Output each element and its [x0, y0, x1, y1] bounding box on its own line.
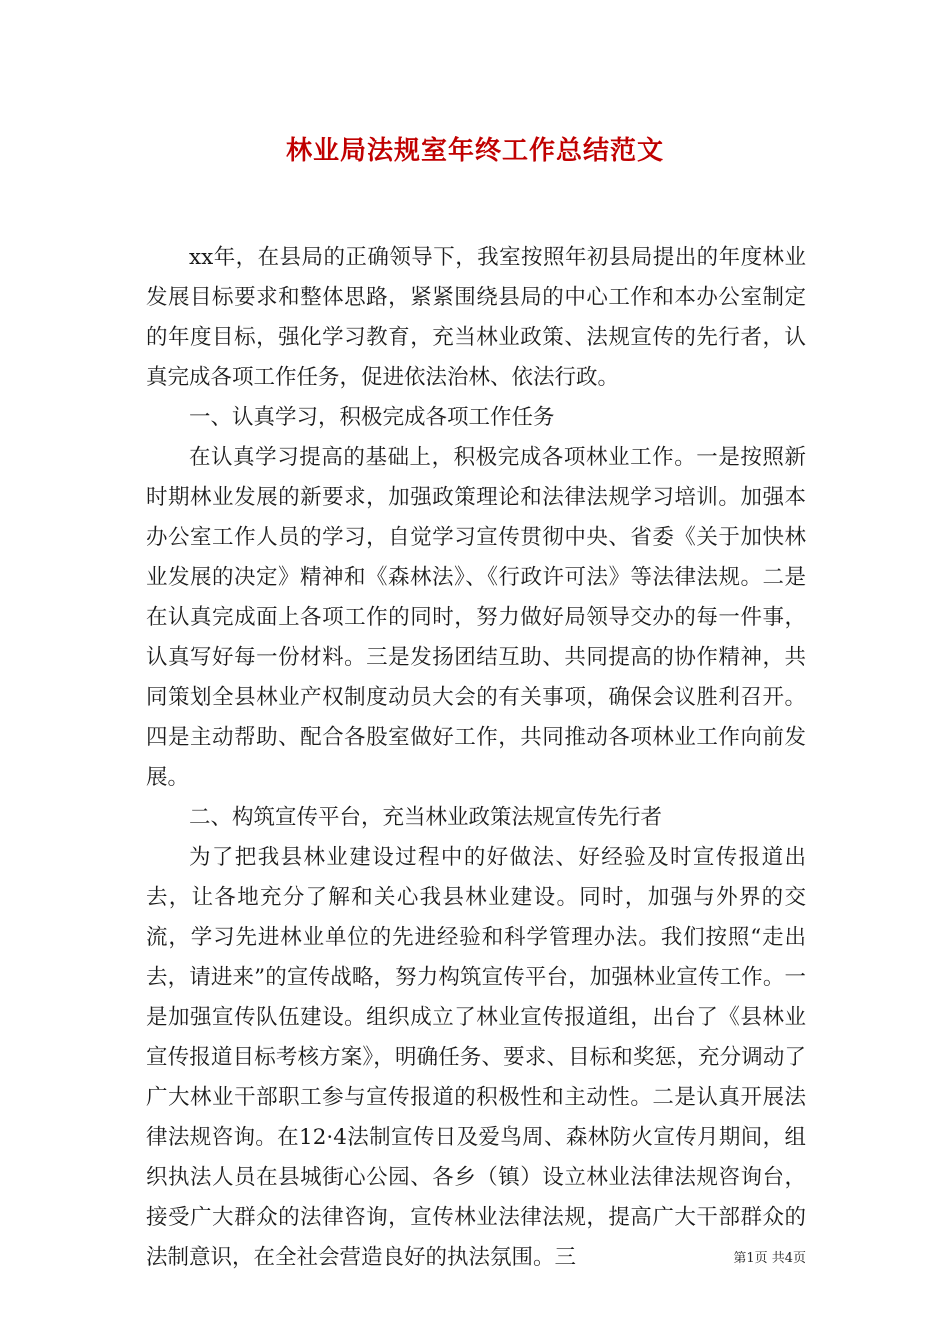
paragraph-intro: xx年，在县局的正确领导下，我室按照年初县局提出的年度林业发展目标要求和整体思路，紧紧围绕县局的中心工作和本办公室制定的年度目标，强化学习教育，充当林业政策、法规宣传的先行者，认真完成各项工作任务，促进依法治林、依法行政。	[146, 245, 806, 390]
section-heading-1: 一、认真学习，积极完成各项工作任务	[189, 405, 555, 430]
paragraph-section-1: 在认真学习提高的基础上，积极完成各项林业工作。一是按照新时期林业发展的新要求，加强政策理论和法律法规学习培训。加强本办公室工作人员的学习，自觉学习宣传贯彻中央、省委《关于加快林业发展的决定》精神和《森林法》、《行政许可法》等法律法规。二是在认真完成面上各项工作的同时，努力做好局领导交办的每一件事，认真写好每一份材料。三是发扬团结互助、共同提高的协作精神，共同策划全县林业产权制度动员大会的有关事项，确保会议胜利召开。四是主动帮助、配合各股室做好工作，共同推动各项林业工作向前发展。	[146, 445, 806, 790]
section-heading-2: 二、构筑宣传平台，充当林业政策法规宣传先行者	[189, 805, 663, 830]
document-title: 林业局法规室年终工作总结范文	[285, 136, 664, 166]
page-number: 第1页 共4页	[733, 1251, 806, 1266]
paragraph-section-2: 为了把我县林业建设过程中的好做法、好经验及时宣传报道出去，让各地充分了解和关心我县林业建设。同时，加强与外界的交流，学习先进林业单位的先进经验和科学管理办法。我们按照“走出去，请进来”的宣传战略，努力构筑宣传平台，加强林业宣传工作。一是加强宣传队伍建设。组织成立了林业宣传报道组，出台了《县林业宣传报道目标考核方案》，明确任务、要求、目标和奖惩，充分调动了广大林业干部职工参与宣传报道的积极性和主动性。二是认真开展法律法规咨询。在12·4法制宣传日及爱鸟周、森林防火宣传月期间，组织执法人员在县城街心公园、各乡（镇）设立林业法律法规咨询台，接受广大群众的法律咨询，宣传林业法律法规，提高广大干部群众的法制意识，在全社会营造良好的执法氛围。三	[146, 845, 806, 1270]
document-body	[146, 238, 806, 1278]
